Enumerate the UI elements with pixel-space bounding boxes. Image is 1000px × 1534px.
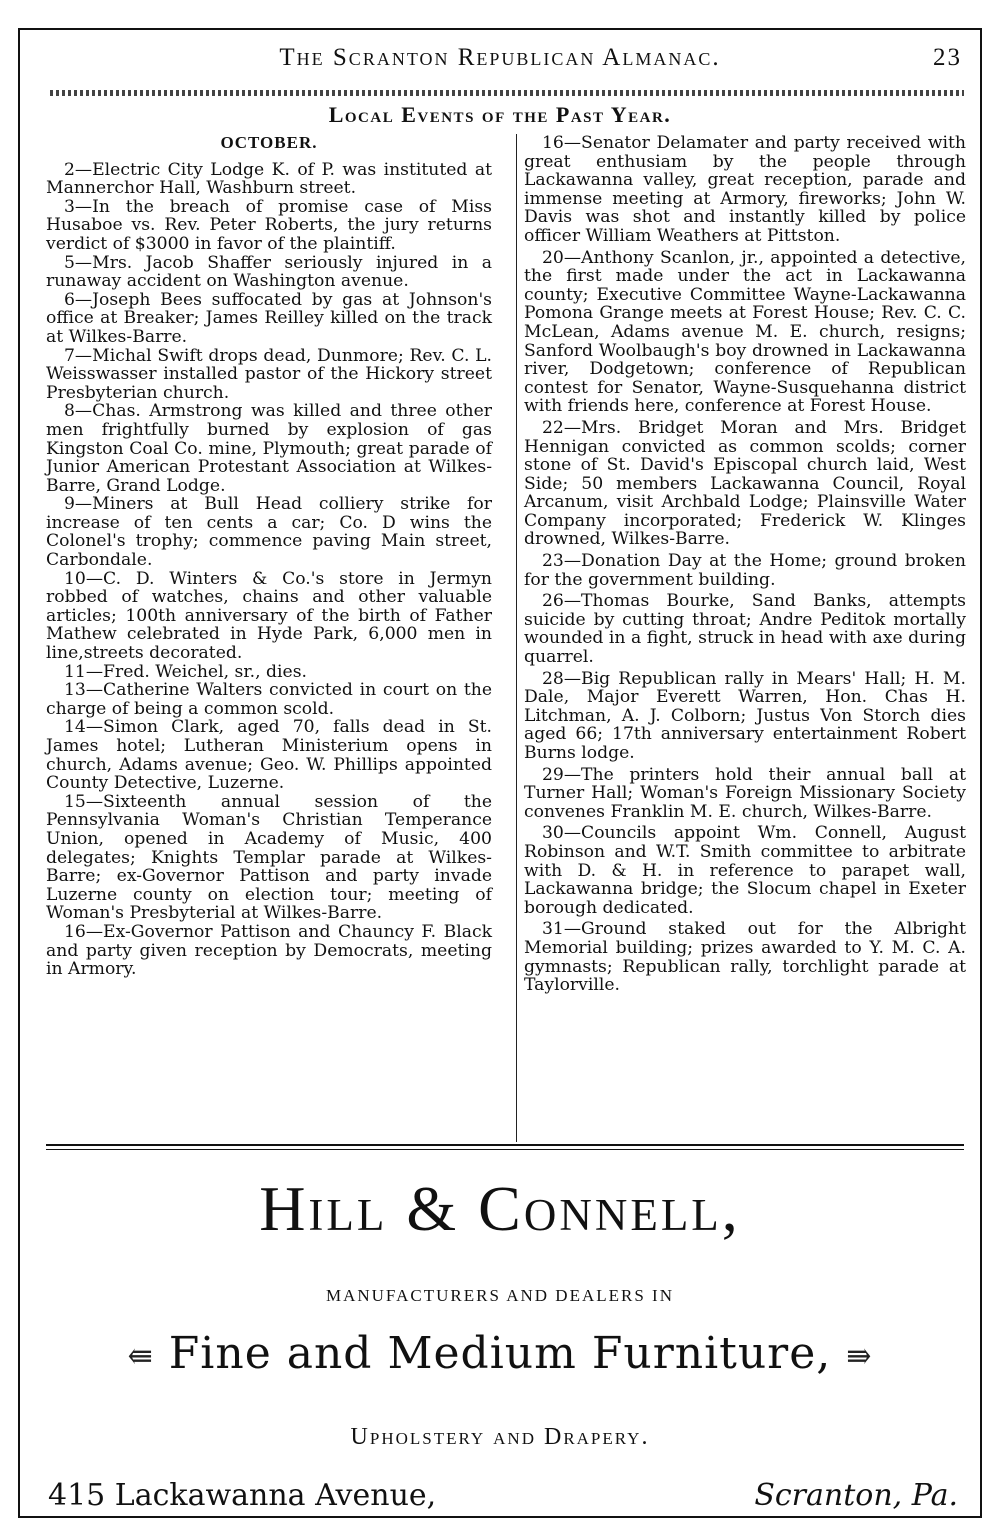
- month-heading: OCTOBER.: [220, 133, 318, 152]
- advertised-services: Upholstery and Drapery.: [350, 1424, 650, 1450]
- right-entry-list: [524, 134, 966, 995]
- event-entry: 28—Big Republican rally in Mears' Hall; H. M. Dale, Major Everett Warren, Hon. Chas H. Litchman, A. J. Colborn; Justus Von Storch dies aged 66; 17th anniversary entertainment Robert Burns lodge.: [524, 668, 966, 763]
- right-flourish-icon: ⇛: [846, 1339, 873, 1374]
- event-entry: 3—In the breach of promise case of Miss Husaboe vs. Rev. Peter Roberts, the jury returns verdict of $3000 in favor of the plaintiff.: [46, 196, 492, 254]
- event-entry: 23—Donation Day at the Home; ground broken for the government building.: [524, 551, 966, 590]
- page-number: 23: [933, 44, 962, 71]
- event-entry: 2—Electric City Lodge K. of P. was instituted at Mannerchor Hall, Washburn street.: [46, 159, 492, 199]
- right-column: [524, 134, 966, 998]
- left-entry-list: [46, 161, 492, 979]
- wavy-rule: [50, 90, 964, 96]
- event-entry: 6—Joseph Bees suffocated by gas at Johnson's office at Breaker; James Reilley killed on the track at Wilkes-Barre.: [46, 289, 492, 347]
- ad-divider-thin: [46, 1149, 964, 1150]
- event-entry: 15—Sixteenth annual session of the Pennsylvania Woman's Christian Temperance Union, opened in Academy of Music, 400 delegates; Knights Templar parade at Wilkes-Barre; ex-Governor Pattison and party invade Luzerne county on election tour; meeting of Woman's Presbyterial at Wilkes-Barre.: [46, 791, 492, 924]
- event-entry: 16—Ex-Governor Pattison and Chauncy F. Black and party given reception by Democrats, meeting in Armory.: [46, 921, 492, 980]
- almanac-title: The Scranton Republican Almanac.: [279, 44, 721, 71]
- section-title: Local Events of the Past Year.: [328, 102, 672, 127]
- advertiser-name: Hill & Connell,: [259, 1173, 741, 1244]
- event-entry: 16—Senator Delamater and party received with great enthusiam by the people through Lackawanna valley, great reception, parade and immense meeting at Armory, fireworks; John W. Davis was shot and instantly killed by police officer William Weathers at Pittston.: [524, 133, 966, 246]
- event-entry: 31—Ground staked out for the Albright Memorial building; prizes awarded to Y. M. C. A. gymnasts; Republican rally, torchlight parade at Taylorville.: [524, 919, 966, 996]
- left-column: [46, 134, 492, 979]
- event-entry: 22—Mrs. Bridget Moran and Mrs. Bridget Hennigan convicted as common scolds; corner stone of St. David's Episcopal church laid, West Side; 50 members Lackawanna Council, Royal Arcanum, visit Archbald Lodge; Plainsville Water Company incorporated; Frederick W. Klinges drowned, Wilkes-Barre.: [524, 417, 966, 550]
- event-entry: 7—Michal Swift drops dead, Dunmore; Rev. C. L. Weisswasser installed pastor of the Hickory street Presbyterian church.: [46, 345, 492, 403]
- almanac-page: [18, 28, 982, 1518]
- event-entry: 5—Mrs. Jacob Shaffer seriously injured in a runaway accident on Washington avenue.: [46, 252, 492, 292]
- event-entry: 11—Fred. Weichel, sr., dies.: [64, 661, 308, 682]
- running-head: [20, 44, 980, 80]
- event-entry: 30—Councils appoint Wm. Connell, August Robinson and W.T. Smith committee to arbitrate with D. & H. in reference to parapet wall, Lackawanna bridge; the Slocum chapel in Exeter borough dedicated.: [524, 823, 966, 918]
- event-entry: 9—Miners at Bull Head colliery strike for increase of ten cents a car; Co. D wins the Colonel's trophy; commence paving Main street, Carbondale.: [46, 494, 492, 571]
- ad-divider-thick: [46, 1144, 964, 1146]
- event-entry: 20—Anthony Scanlon, jr., appointed a detective, the first made under the act in Lackawanna county; Executive Committee Wayne-Lackawanna Pomona Grange meets at Forest House; Rev. C. C. McLean, Adams avenue M. E. church, resigns; Sanford Woolbaugh's boy drowned in Lackawanna river, Dodgetown; conference of Republican contest for Senator, Wayne-Susquehanna district with friends here, conference at Forest House.: [524, 247, 966, 417]
- event-entry: 14—Simon Clark, aged 70, falls dead in St. James hotel; Lutheran Ministerium opens in church, Adams avenue; Geo. W. Phillips appointed County Detective, Luzerne.: [46, 717, 492, 794]
- left-flourish-icon: ⇚: [127, 1339, 154, 1374]
- column-rule: [516, 134, 517, 1142]
- advertised-goods: [20, 1328, 980, 1379]
- advertiser-city: Scranton, Pa.: [754, 1478, 958, 1513]
- event-entry: 13—Catherine Walters convicted in court on the charge of being a common scold.: [46, 680, 492, 719]
- event-entry: 26—Thomas Bourke, Sand Banks, attempts suicide by cutting throat; Andre Peditok mortally wounded in a fight, struck in head with axe during quarrel.: [524, 591, 966, 668]
- event-entry: 8—Chas. Armstrong was killed and three other men frightfully burned by explosion of gas Kingston Coal Co. mine, Plymouth; great parade of Junior American Protestant Association at Wilkes-Barre, Grand Lodge.: [46, 401, 492, 496]
- advertised-goods-text: Fine and Medium Furniture,: [168, 1328, 832, 1379]
- event-entry: 29—The printers hold their annual ball at Turner Hall; Woman's Foreign Missionary Society convenes Franklin M. E. church, Wilkes-Barre.: [524, 764, 966, 822]
- event-entry: 10—C. D. Winters & Co.'s store in Jermyn robbed of watches, chains and other valuable articles; 100th anniversary of the birth of Father Mathew celebrated in Hyde Park, 6,000 men in line,streets decorated.: [46, 568, 492, 664]
- advertiser-address: 415 Lackawanna Avenue,: [48, 1478, 437, 1513]
- advertiser-subtitle: MANUFACTURERS AND DEALERS IN: [325, 1286, 674, 1305]
